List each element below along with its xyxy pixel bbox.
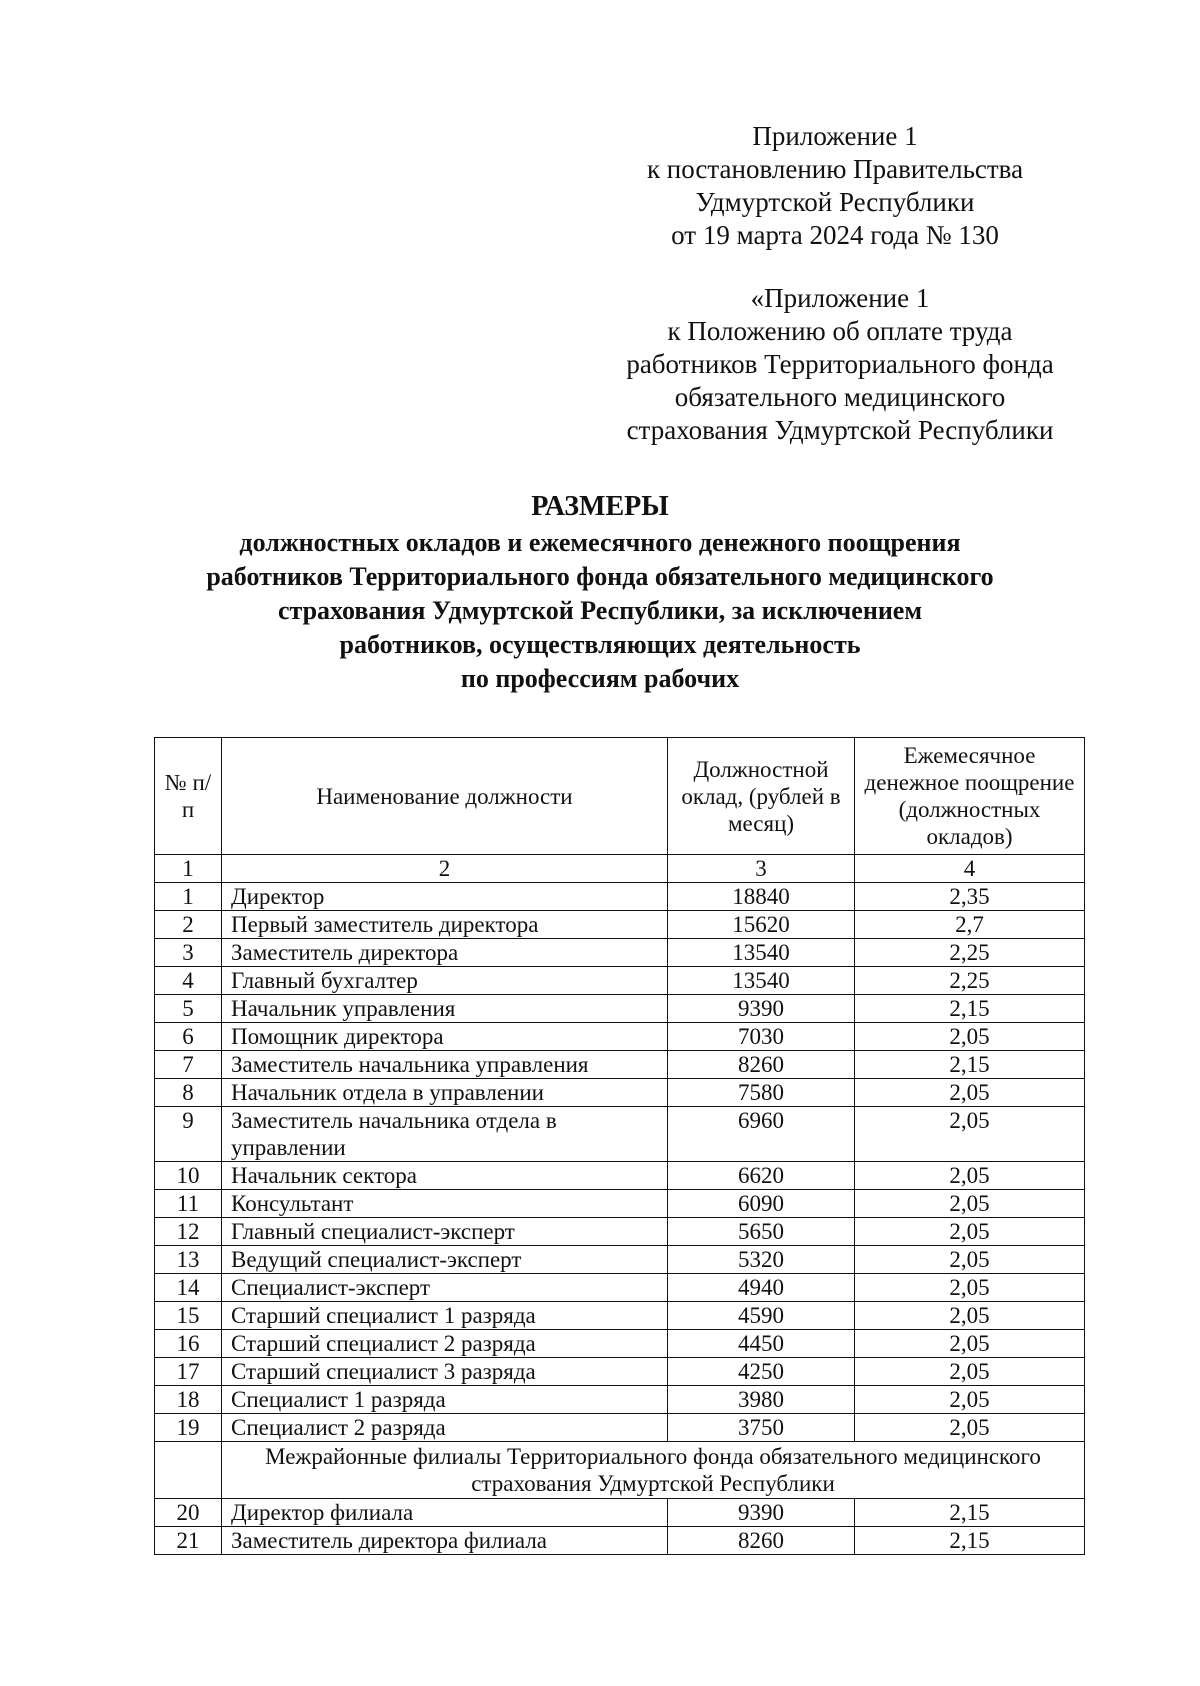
bonus-cell: 2,7 xyxy=(855,911,1085,939)
column-number-row xyxy=(155,855,1085,883)
regulation-appendix xyxy=(575,282,1105,447)
salary-cell: 8260 xyxy=(668,1051,855,1079)
salary-cell: 7580 xyxy=(668,1079,855,1107)
table-row xyxy=(155,1246,1085,1274)
bonus-cell: 2,05 xyxy=(855,1414,1085,1442)
position-name-cell: Заместитель начальника управления xyxy=(222,1051,668,1079)
column-number: 4 xyxy=(855,855,1085,883)
position-name-cell: Специалист 1 разряда xyxy=(222,1386,668,1414)
salary-cell: 4940 xyxy=(668,1274,855,1302)
position-name-cell: Специалист-эксперт xyxy=(222,1274,668,1302)
table-row xyxy=(155,883,1085,911)
section-empty-cell xyxy=(155,1442,222,1499)
table-row xyxy=(155,1414,1085,1442)
regulation-line: страхования Удмуртской Республики xyxy=(626,415,1054,445)
title-line: страхования Удмуртской Республики, за исключением xyxy=(277,596,923,625)
salary-cell: 13540 xyxy=(668,939,855,967)
salary-cell: 6090 xyxy=(668,1190,855,1218)
row-num-cell: 15 xyxy=(155,1302,222,1330)
bonus-cell: 2,05 xyxy=(855,1386,1085,1414)
position-name-cell: Заместитель директора xyxy=(222,939,668,967)
salary-cell: 13540 xyxy=(668,967,855,995)
position-name-cell: Начальник отдела в управлении xyxy=(222,1079,668,1107)
table-row xyxy=(155,911,1085,939)
bonus-cell: 2,05 xyxy=(855,1358,1085,1386)
title-line: работников Территориального фонда обязательного медицинского xyxy=(206,562,994,591)
position-name-cell: Заместитель директора филиала xyxy=(222,1527,668,1555)
salary-cell: 4250 xyxy=(668,1358,855,1386)
row-num-cell: 11 xyxy=(155,1190,222,1218)
header-bonus: Ежемесячное денежное поощрение (должностных окладов) xyxy=(855,738,1085,855)
salary-cell: 18840 xyxy=(668,883,855,911)
title-line: должностных окладов и ежемесячного денежного поощрения xyxy=(239,528,961,557)
table-row xyxy=(155,995,1085,1023)
row-num-cell: 5 xyxy=(155,995,222,1023)
table-row xyxy=(155,1330,1085,1358)
row-num-cell: 9 xyxy=(155,1107,222,1162)
row-num-cell: 16 xyxy=(155,1330,222,1358)
row-num-cell: 6 xyxy=(155,1023,222,1051)
row-num-cell: 17 xyxy=(155,1358,222,1386)
salary-cell: 3980 xyxy=(668,1386,855,1414)
position-name-cell: Начальник сектора xyxy=(222,1162,668,1190)
appendix-line: Приложение 1 xyxy=(752,121,918,151)
table-row xyxy=(155,1499,1085,1527)
column-number: 1 xyxy=(155,855,222,883)
table-row xyxy=(155,1162,1085,1190)
position-name-cell: Главный бухгалтер xyxy=(222,967,668,995)
bonus-cell: 2,05 xyxy=(855,1023,1085,1051)
header-num: № п/п xyxy=(155,738,222,855)
position-name-cell: Главный специалист-эксперт xyxy=(222,1218,668,1246)
position-name-cell: Начальник управления xyxy=(222,995,668,1023)
table-row xyxy=(155,1527,1085,1555)
row-num-cell: 21 xyxy=(155,1527,222,1555)
regulation-line: к Положению об оплате труда xyxy=(667,316,1013,346)
position-name-cell: Старший специалист 2 разряда xyxy=(222,1330,668,1358)
appendix-line: к постановлению Правительства xyxy=(646,154,1024,184)
row-num-cell: 20 xyxy=(155,1499,222,1527)
salary-cell: 15620 xyxy=(668,911,855,939)
table-row xyxy=(155,1190,1085,1218)
bonus-cell: 2,15 xyxy=(855,1527,1085,1555)
bonus-cell: 2,05 xyxy=(855,1162,1085,1190)
header-salary: Должностной оклад, (рублей в месяц) xyxy=(668,738,855,855)
title-line: по профессиям рабочих xyxy=(460,664,740,693)
appendix-header xyxy=(585,120,1085,252)
salary-cell: 6960 xyxy=(668,1107,855,1162)
salary-cell: 8260 xyxy=(668,1527,855,1555)
salary-cell: 9390 xyxy=(668,1499,855,1527)
table-row xyxy=(155,1079,1085,1107)
salary-table xyxy=(154,737,1085,1555)
table-row xyxy=(155,939,1085,967)
title-main: РАЗМЕРЫ xyxy=(531,491,669,522)
appendix-line: от 19 марта 2024 года № 130 xyxy=(671,220,999,250)
row-num-cell: 12 xyxy=(155,1218,222,1246)
bonus-cell: 2,05 xyxy=(855,1302,1085,1330)
bonus-cell: 2,05 xyxy=(855,1218,1085,1246)
table-row xyxy=(155,967,1085,995)
table-row xyxy=(155,1358,1085,1386)
bonus-cell: 2,05 xyxy=(855,1274,1085,1302)
table-row xyxy=(155,1302,1085,1330)
salary-cell: 7030 xyxy=(668,1023,855,1051)
column-number: 3 xyxy=(668,855,855,883)
header-position: Наименование должности xyxy=(222,738,668,855)
position-name-cell: Директор филиала xyxy=(222,1499,668,1527)
salary-cell: 5650 xyxy=(668,1218,855,1246)
position-name-cell: Заместитель начальника отдела в управлении xyxy=(222,1107,668,1162)
regulation-line: работников Территориального фонда xyxy=(626,349,1054,379)
position-name-cell: Помощник директора xyxy=(222,1023,668,1051)
table-row xyxy=(155,1386,1085,1414)
position-name-cell: Ведущий специалист-эксперт xyxy=(222,1246,668,1274)
document-title xyxy=(100,488,1100,696)
salary-cell: 6620 xyxy=(668,1162,855,1190)
row-num-cell: 4 xyxy=(155,967,222,995)
position-name-cell: Старший специалист 1 разряда xyxy=(222,1302,668,1330)
row-num-cell: 10 xyxy=(155,1162,222,1190)
bonus-cell: 2,25 xyxy=(855,967,1085,995)
regulation-line: обязательного медицинского xyxy=(674,382,1006,412)
row-num-cell: 13 xyxy=(155,1246,222,1274)
appendix-line: Удмуртской Республики xyxy=(695,187,975,217)
table-row xyxy=(155,1274,1085,1302)
bonus-cell: 2,05 xyxy=(855,1190,1085,1218)
bonus-cell: 2,25 xyxy=(855,939,1085,967)
row-num-cell: 2 xyxy=(155,911,222,939)
row-num-cell: 14 xyxy=(155,1274,222,1302)
salary-cell: 9390 xyxy=(668,995,855,1023)
row-num-cell: 8 xyxy=(155,1079,222,1107)
section-heading: Межрайонные филиалы Территориального фонда обязательного медицинского страхования Удмуртской Республики xyxy=(222,1442,1085,1499)
column-number: 2 xyxy=(222,855,668,883)
table-header-row xyxy=(155,738,1085,855)
bonus-cell: 2,05 xyxy=(855,1246,1085,1274)
bonus-cell: 2,05 xyxy=(855,1330,1085,1358)
regulation-line: «Приложение 1 xyxy=(750,283,930,313)
table-row xyxy=(155,1023,1085,1051)
salary-cell: 5320 xyxy=(668,1246,855,1274)
position-name-cell: Старший специалист 3 разряда xyxy=(222,1358,668,1386)
salary-cell: 3750 xyxy=(668,1414,855,1442)
salary-cell: 4590 xyxy=(668,1302,855,1330)
bonus-cell: 2,15 xyxy=(855,995,1085,1023)
table-row xyxy=(155,1107,1085,1162)
position-name-cell: Специалист 2 разряда xyxy=(222,1414,668,1442)
salary-cell: 4450 xyxy=(668,1330,855,1358)
bonus-cell: 2,15 xyxy=(855,1499,1085,1527)
title-line: работников, осуществляющих деятельность xyxy=(339,630,861,659)
row-num-cell: 19 xyxy=(155,1414,222,1442)
position-name-cell: Первый заместитель директора xyxy=(222,911,668,939)
bonus-cell: 2,15 xyxy=(855,1051,1085,1079)
bonus-cell: 2,05 xyxy=(855,1079,1085,1107)
position-name-cell: Директор xyxy=(222,883,668,911)
row-num-cell: 3 xyxy=(155,939,222,967)
row-num-cell: 18 xyxy=(155,1386,222,1414)
bonus-cell: 2,35 xyxy=(855,883,1085,911)
row-num-cell: 1 xyxy=(155,883,222,911)
table-row xyxy=(155,1051,1085,1079)
row-num-cell: 7 xyxy=(155,1051,222,1079)
section-row xyxy=(155,1442,1085,1499)
bonus-cell: 2,05 xyxy=(855,1107,1085,1162)
position-name-cell: Консультант xyxy=(222,1190,668,1218)
table-row xyxy=(155,1218,1085,1246)
